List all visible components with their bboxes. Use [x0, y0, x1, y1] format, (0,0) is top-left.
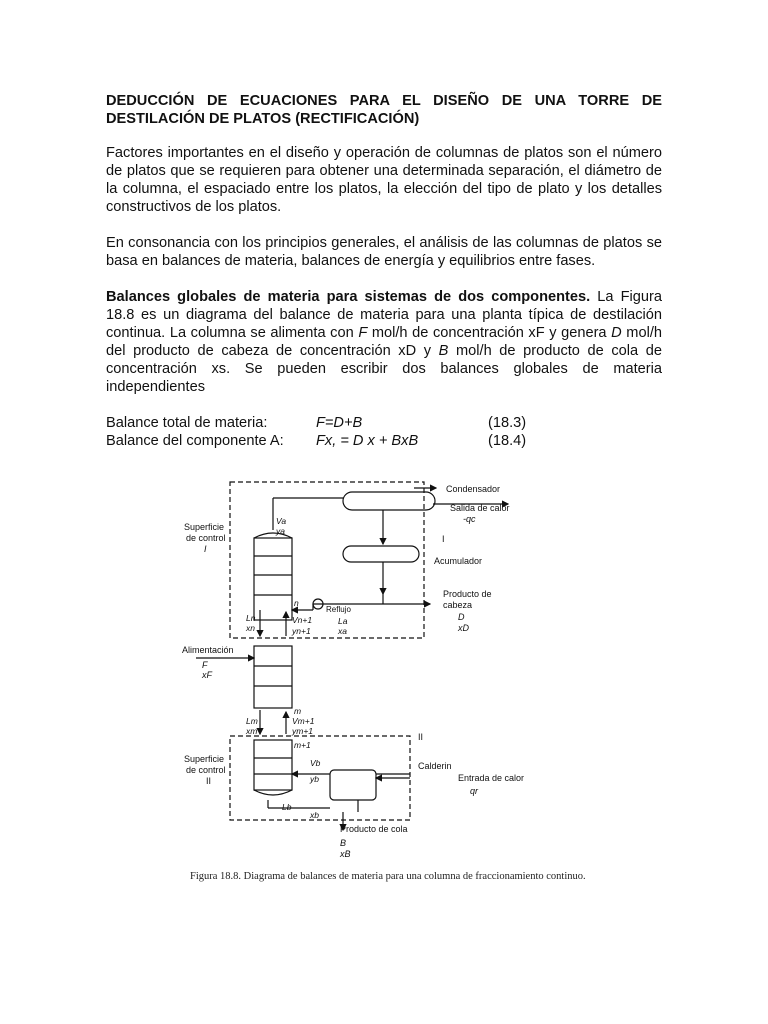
paragraph-text-b: mol/h de concentración xF y genera	[367, 325, 612, 341]
equation-formula: Fx, = D x + BxB	[316, 433, 419, 449]
document-body	[106, 92, 662, 450]
equation-label: Balance total de materia:	[106, 415, 268, 431]
label-lb: Lb	[282, 802, 292, 812]
column-upper	[254, 538, 292, 620]
label-m: m	[294, 706, 302, 716]
label-roman-ii-left: II	[206, 776, 212, 786]
equation-number: (18.3)	[488, 415, 527, 431]
var-f: F	[358, 325, 368, 341]
label-ln: Ln	[246, 613, 256, 623]
paragraph-global-balances	[106, 288, 662, 396]
label-vb: Vb	[310, 758, 321, 768]
label-producto-cola: Producto de cola	[340, 824, 408, 834]
paragraph-text-a: La Figura 18.8 es un diagrama del balance de materia para una planta típica de destilación continua. La columna se alimenta con	[106, 289, 662, 341]
control-surface-1	[230, 482, 424, 638]
label-reflujo: Reflujo	[326, 605, 351, 614]
label-yb: yb	[310, 774, 319, 784]
label-ya: ya	[276, 526, 285, 536]
paragraph-text-d: mol/h de producto de cola de concentración xs. Se pueden escribir dos balances globales de materia independientes	[106, 343, 662, 395]
label-yn1: yn+1	[292, 626, 311, 636]
accumulator	[343, 546, 419, 562]
equation-total-balance	[106, 414, 662, 432]
label-b: B	[340, 838, 347, 848]
reboiler	[330, 770, 376, 800]
label-xa: xa	[338, 626, 347, 636]
paragraph-heading: Balances globales de materia para sistemas de dos componentes.	[106, 289, 591, 305]
var-d: D	[611, 325, 622, 341]
paragraph-principles: En consonancia con los principios generales, el análisis de las columnas de platos se basa en balances de materia, balances de energía y equilibrios entre fases.	[106, 235, 662, 269]
label-vn1: Vn+1	[292, 615, 313, 625]
label-la: La	[338, 616, 348, 626]
label-xm: xm	[246, 726, 258, 736]
label-salida-calor: Salida de calor	[450, 503, 510, 513]
label-m1: m+1	[294, 740, 311, 750]
label-entrada-calor: Entrada de calor	[458, 773, 525, 783]
label-producto-cabeza-2: cabeza	[443, 600, 473, 610]
label-qc: -qc	[463, 514, 476, 524]
label-d: D	[458, 612, 465, 622]
equation-component-balance	[106, 432, 662, 450]
var-b: B	[438, 343, 449, 359]
column-lower	[254, 740, 292, 790]
label-condensador: Condensador	[446, 484, 501, 494]
paragraph-design-factors: Factores importantes en el diseño y operación de columnas de platos son el número de platos que se requieren para obtener una determinada separación, el diámetro de la columna, el espaciado entre los platos, la elección del tipo de plato y los detalles constructivos de los platos.	[106, 145, 662, 215]
label-alimentacion: Alimentación	[182, 645, 234, 655]
label-roman-ii-right: II	[418, 732, 424, 742]
label-roman-i-left: I	[204, 544, 207, 554]
label-control-1: de control	[186, 533, 226, 543]
paragraph-text-c: mol/h del producto de cabeza de concentración xD y	[106, 325, 662, 359]
label-xd: xD	[458, 623, 469, 633]
label-superficie-2: Superficie	[184, 754, 225, 764]
column-top-cap	[254, 533, 292, 538]
label-ym1: ym+1	[292, 726, 314, 736]
label-superficie-1: Superficie	[184, 522, 225, 532]
label-calderin: Calderin	[418, 761, 452, 771]
label-qr: qr	[470, 786, 479, 796]
distillation-column-diagram	[178, 478, 590, 868]
label-xn: xn	[246, 623, 255, 633]
label-vm1: Vm+1	[292, 716, 315, 726]
label-f: F	[202, 660, 208, 670]
label-roman-i-right: I	[442, 534, 445, 544]
figure-caption: Figura 18.8. Diagrama de balances de materia para una columna de fraccionamiento continuo.	[190, 871, 586, 882]
label-acumulador: Acumulador	[434, 556, 483, 566]
label-va: Va	[276, 516, 287, 526]
label-xb-stream: xb	[310, 810, 319, 820]
column-bottom-cap	[254, 790, 292, 795]
label-lm: Lm	[246, 716, 258, 726]
column-middle	[254, 646, 292, 708]
label-control-2: de control	[186, 765, 226, 775]
label-n: n	[294, 598, 299, 608]
label-xb: xB	[340, 849, 351, 859]
condenser	[343, 492, 435, 510]
equation-number: (18.4)	[488, 433, 527, 449]
equation-formula: F=D+B	[316, 415, 363, 431]
label-xf: xF	[202, 670, 212, 680]
equation-label: Balance del componente A:	[106, 433, 284, 449]
document-title: DEDUCCIÓN DE ECUACIONES PARA EL DISEÑO DE UNA TORRE DE DESTILACIÓN DE PLATOS (RECTIFICACIÓN)	[106, 93, 662, 127]
label-producto-cabeza-1: Producto de	[443, 589, 492, 599]
